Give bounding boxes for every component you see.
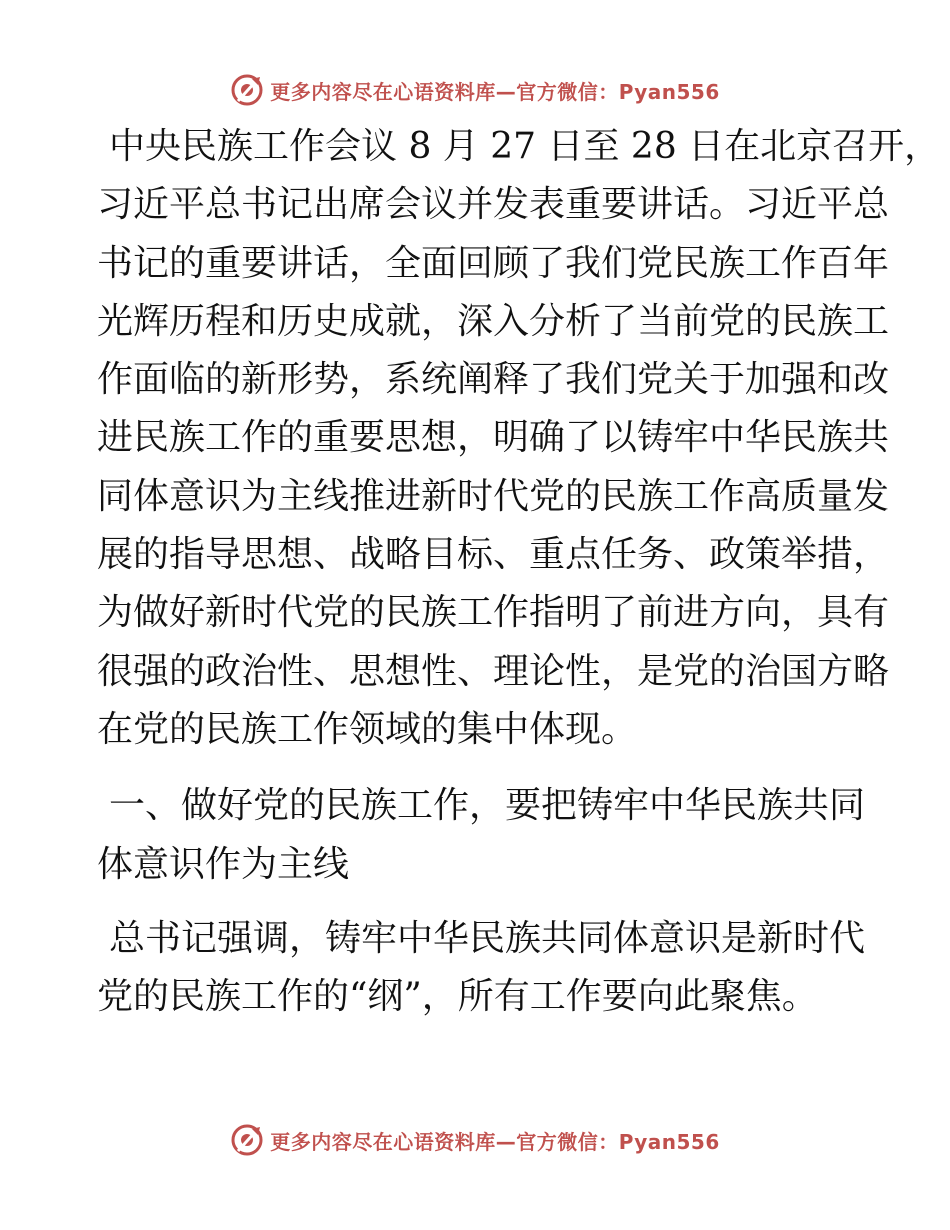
footer-watermark [0, 1120, 950, 1160]
text-line: 同体意识为主线推进新时代党的民族工作高质量发 [97, 475, 890, 517]
text-line: 光辉历程和历史成就，深入分析了当前党的民族工 [97, 300, 890, 342]
document-body [97, 118, 941, 1026]
text-line: 党的民族工作的“纲”，所有工作要向此聚焦。 [97, 976, 818, 1018]
text-line: 总书记强调，铸牢中华民族共同体意识是新时代 [109, 917, 866, 959]
text-line: 为做好新时代党的民族工作指明了前进方向，具有 [97, 592, 890, 634]
text-line: 中央民族工作会议 8 月 27 日至 28 日在北京召开， [109, 126, 941, 167]
section-heading [97, 777, 866, 894]
logo-icon [230, 1123, 264, 1157]
paragraph-intro [97, 118, 941, 759]
heading-line: 体意识作为主线 [97, 843, 350, 885]
text-line: 书记的重要讲话，全面回顾了我们党民族工作百年 [97, 242, 890, 284]
text-line: 展的指导思想、战略目标、重点任务、政策举措， [97, 534, 890, 576]
paragraph-section-1 [97, 910, 866, 1027]
header-watermark-inner [230, 73, 720, 107]
text-line: 在党的民族工作领域的集中体现。 [97, 708, 638, 750]
heading-line: 一、做好党的民族工作，要把铸牢中华民族共同 [109, 785, 866, 827]
text-line: 进民族工作的重要思想，明确了以铸牢中华民族共 [97, 417, 890, 459]
text-line: 习近平总书记出席会议并发表重要讲话。习近平总 [97, 184, 890, 226]
text-line: 作面临的新形势，系统阐释了我们党关于加强和改 [97, 359, 890, 401]
footer-watermark-text: 更多内容尽在心语资料库—官方微信：Pyan556 [270, 1129, 720, 1154]
text-line: 很强的政治性、思想性、理论性，是党的治国方略 [97, 650, 890, 692]
header-watermark [0, 70, 950, 110]
logo-icon [230, 73, 264, 107]
footer-watermark-inner [230, 1123, 720, 1157]
header-watermark-text: 更多内容尽在心语资料库—官方微信：Pyan556 [270, 79, 720, 104]
